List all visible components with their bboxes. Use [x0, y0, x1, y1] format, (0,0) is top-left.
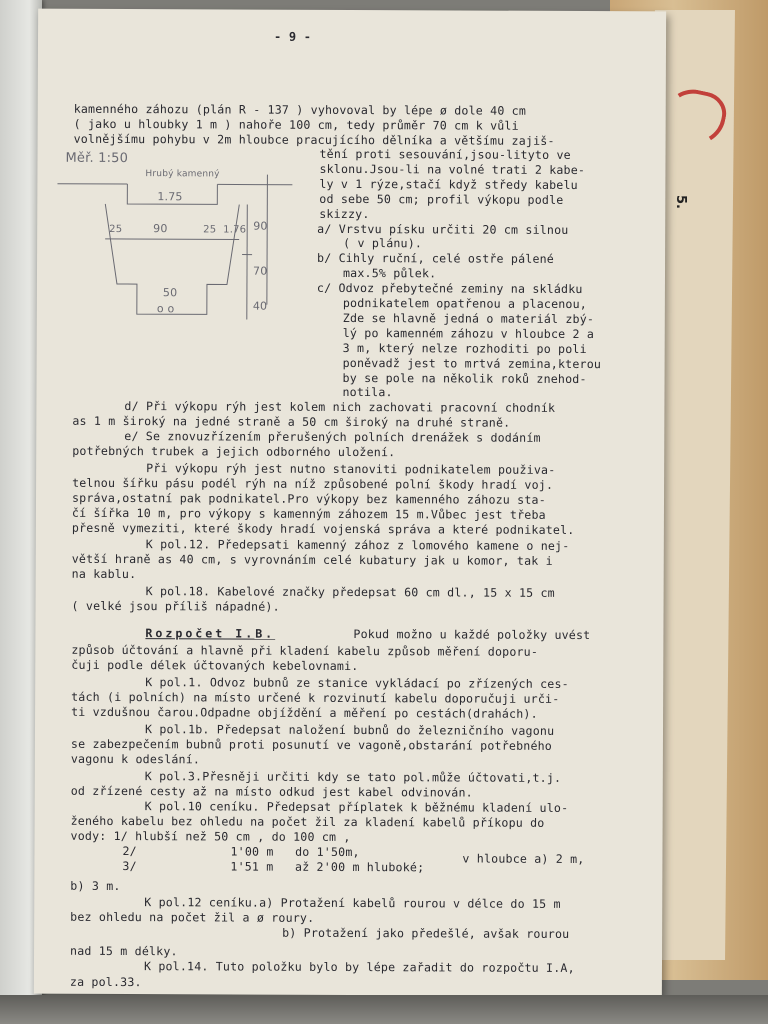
text-line: Pokud možno u každé položky uvést	[353, 627, 591, 643]
text-line: se zabezpečením bubnů proti posunutí ve vagoně,obstarání potřebného	[70, 736, 553, 753]
text-line: čí šířka 10 m, pro výkopy s kamenným záhozem 15 m.Vůbec jest třeba	[71, 505, 546, 522]
text-line: způsob účtování a hlavně při kladení kabelu způsob měření doporu-	[71, 642, 539, 659]
text-line: Zde se hlavně jedná o materiál zbý-	[342, 310, 595, 327]
sketch-scale: Měř. 1:50	[65, 150, 129, 167]
text-line: čuji podle délek účtovaných kebelovnami.	[71, 657, 359, 674]
text-line: sklonu.Jsou-li na volné trati 2 kabe-	[319, 161, 586, 178]
text-line: a/ Vrstvu písku určiti 20 cm silnou	[317, 221, 569, 237]
text-line: K pol.10 ceníku. Předepsat příplatek k běžnému kladení ulo-	[144, 799, 569, 815]
text-line: K pol.18. Kabelové značky předepsat 60 cm dl., 15 x 15 cm	[145, 584, 555, 600]
text-line: vody: 1/ hlubší než 50 cm , do 100 cm ,	[70, 828, 351, 845]
text-line: 3/	[122, 859, 137, 874]
text-line: volnějšímu pohybu v 2m hloubce pracujícího dělníka a většímu zajiš-	[73, 131, 555, 148]
text-line: ti vzdušnou čarou.Odpadne objíždění a měření po cestách(drahách).	[71, 704, 538, 721]
side-edge-text: 5.	[673, 195, 688, 209]
sketch-dim-left: 25	[109, 223, 123, 236]
text-line: b/ Cihly ruční, celé ostře pálené	[317, 250, 555, 266]
text-line: ( jako u hloubky 1 m ) nahoře 100 cm, tedy průměr 70 cm k vůli	[73, 116, 519, 133]
sketch-dim-mid: 90	[153, 222, 168, 236]
text-line: as 1 m široký na jedné straně a 50 cm široký na druhé straně.	[72, 413, 511, 430]
text-line: bez ohledu na počet žil a ø roury.	[70, 909, 315, 925]
text-line: tách (i polních) na místo určené k rozvinutí kabelu doporučuji urči-	[71, 689, 560, 706]
sketch-dim-right: 25	[203, 224, 217, 236]
text-line: Při výkopu rýh jest nutno stanoviti podnikatelem použiva-	[146, 461, 556, 477]
text-line: na kablu.	[71, 566, 137, 582]
text-line: přesně vymeziti, které škody hradí vojenská správa a které podnikatel.	[71, 520, 575, 537]
text-line: K pol.3.Přesněji určiti kdy se tato pol.může účtovati,t.j.	[144, 769, 562, 785]
text-line: K pol.14. Tuto položku bylo by lépe zařadit do rozpočtu I.A,	[143, 959, 575, 975]
text-line: 3 m, který nelze rozhoditi po poli	[342, 340, 587, 357]
text-line: nad 15 m délky.	[70, 943, 178, 959]
text-line: kamenného záhozu (plán R - 137 ) vyhovoval by lépe ø dole 40 cm	[73, 101, 527, 118]
sketch-dim-bottom: 50	[162, 286, 178, 300]
text-line: ( velké jsou příliš nápadné).	[71, 598, 280, 614]
text-line: K pol.1. Odvoz bubnů ze stanice vykládací po zřízených ces-	[145, 675, 569, 691]
trench-sketch	[57, 144, 308, 330]
page-number: - 9 -	[274, 29, 312, 44]
text-line: 1'00 m do 1'50m,	[230, 844, 360, 860]
sketch-dots: o o	[156, 302, 175, 316]
text-line: K pol.12 ceníku.a) Protažení kabelů rourou v délce do 15 m	[144, 895, 561, 911]
text-line: 1'51 m až 2'00 m hluboké;	[230, 859, 425, 875]
sketch-dim-depth2: 70	[252, 264, 268, 278]
text-line: by se pole na několik roků znehod-	[342, 370, 587, 387]
section-heading: Rozpočet I.B.	[145, 626, 276, 641]
text-line: b) Protažení jako předešlé, avšak rourou	[282, 925, 570, 941]
sketch-dim-edge: 1.76	[223, 224, 247, 236]
text-line: vagonu k odeslání.	[70, 751, 201, 767]
text-line: 2/	[122, 844, 137, 859]
text-line: e/ Se znovuzřízením přerušených polních drenážek s dodáním	[124, 429, 541, 445]
text-line: od sebe 50 cm; profil výkopu podle	[319, 191, 564, 207]
text-line: v hloubce a) 2 m,	[462, 851, 585, 867]
sketch-label-top: Hrubý kamenný	[145, 169, 220, 180]
sketch-dim-width: 1.75	[157, 190, 183, 204]
text-line: K pol.12. Předepsati kamenný zához z lomového kamene o nej-	[145, 537, 570, 553]
text-line: větší hraně as 40 cm, s vyrovnáním celé kubatury jak u komor, tak i	[71, 551, 553, 568]
text-line: telnou šířku pásu podél rýh na níž způsobené polní škody hradí voj.	[72, 475, 554, 492]
text-line: podnikatelem opatřenou a placenou,	[342, 295, 588, 312]
text-line: c/ Odvoz přebytečné zeminy na skládku	[316, 280, 583, 297]
text-line: za pol.33.	[69, 974, 142, 990]
text-line: notila.	[342, 384, 393, 400]
text-line: správa,ostatní pak podnikatel.Pro výkopy bez kamenného záhozu sta-	[71, 490, 546, 507]
text-line: ( v plánu).	[343, 235, 423, 251]
text-line: lý po kamenném záhozu v hloubce 2 a	[342, 325, 595, 342]
document-page	[34, 9, 666, 997]
text-line: od zřízené cesty až na místo odkud jest kabel odvinován.	[70, 783, 473, 800]
text-line: potřebných trubek a jejich odborného uložení.	[72, 443, 396, 460]
text-line: tění proti sesouvání,jsou-lityto ve	[319, 146, 571, 162]
text-line: max.5% půlek.	[342, 265, 437, 281]
sketch-dim-depth1: 90	[253, 219, 268, 233]
text-line: b) 3 m.	[70, 878, 121, 894]
sketch-dim-depth3: 40	[252, 299, 268, 313]
text-line: d/ Při výkopu rýh jest kolem nich zachovati pracovní chodník	[124, 399, 556, 415]
text-line: K pol.1b. Předepsat naložení bubnů do železničního vagonu	[144, 722, 555, 738]
text-line: poněvadž jest to mrtvá zemina,kterou	[342, 355, 602, 372]
table-surface	[0, 995, 768, 1024]
text-line: skizzy.	[319, 206, 370, 222]
text-line: ženého kabelu bez ohledu na počet žil za kladení kabelů příkopu do	[70, 813, 545, 830]
text-line: ly v 1 rýze,stačí když středy kabelu	[319, 176, 578, 192]
